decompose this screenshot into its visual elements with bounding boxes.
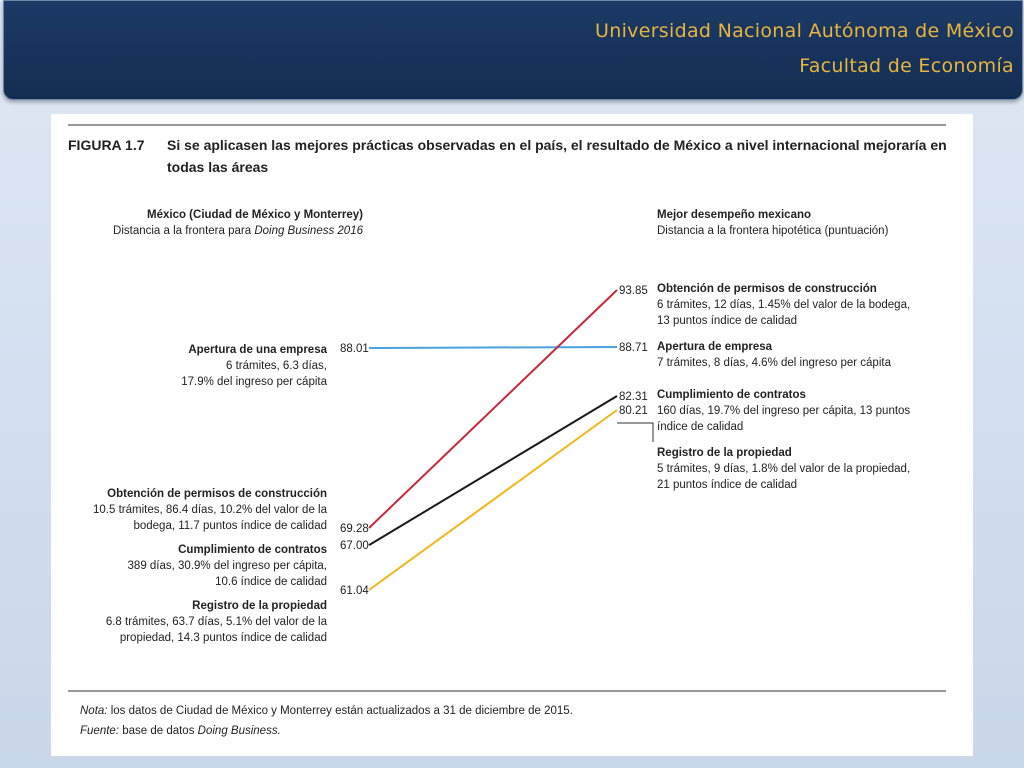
series-1-right-desc-1: 7 trámites, 8 días, 4.6% del ingreso per cápita <box>657 357 891 369</box>
series-4-line <box>369 410 617 590</box>
series-3-left-value: 67.00 <box>340 540 369 553</box>
figure-panel <box>51 114 973 756</box>
left-header-subtitle-italic: Doing Business 2016 <box>254 225 363 237</box>
series-4-right-desc-1: 5 trámites, 9 días, 1.8% del valor de la propiedad, <box>657 463 911 475</box>
source-text: base de datos <box>122 725 195 737</box>
series-2-right-desc-1: 6 trámites, 12 días, 1.45% del valor de la bodega, <box>657 299 911 311</box>
left-header-subtitle-text: Distancia a la frontera para <box>113 225 252 237</box>
series-4-right-value: 80.21 <box>619 405 648 417</box>
figure-svg <box>51 114 973 756</box>
header-banner <box>3 0 1023 100</box>
source-line <box>80 725 281 737</box>
series-1-left-desc-2: 17.9% del ingreso per cápita <box>181 376 327 388</box>
slope-chart <box>93 283 910 644</box>
source-text-italic: Doing Business. <box>197 725 281 737</box>
series-2-left-value: 69.28 <box>340 523 369 535</box>
note-line <box>80 705 573 717</box>
source-label: Fuente: <box>80 725 119 737</box>
series-4-right-desc-2: 21 puntos índice de calidad <box>657 479 798 491</box>
series-2-right-desc-2: 13 puntos índice de calidad <box>657 315 798 327</box>
series-1-right-title: Apertura de empresa <box>657 341 773 353</box>
series-2-left-desc-1: 10.5 trámites, 86.4 días, 10.2% del valor de la <box>93 504 327 516</box>
right-header-subtitle: Distancia a la frontera hipotética (puntuación) <box>657 225 889 237</box>
left-header-title: México (Ciudad de México y Monterrey) <box>147 209 363 221</box>
series-1-left-title: Apertura de una empresa <box>188 344 327 356</box>
series-4-left-title: Registro de la propiedad <box>192 600 327 612</box>
series-1-left-desc-1: 6 trámites, 6.3 días, <box>226 360 327 372</box>
university-name: Universidad Nacional Autónoma de México <box>595 20 1014 42</box>
figure-title-line1: Si se aplicasen las mejores prácticas observadas en el país, el resultado de México a nivel internacional mejoraría en <box>167 137 947 153</box>
figure-label: FIGURA 1.7 <box>68 137 145 153</box>
series-2-left-title: Obtención de permisos de construcción <box>107 488 327 500</box>
series-1-line <box>369 347 617 348</box>
series-3-right-value: 82.31 <box>619 391 648 403</box>
registro-leader-line <box>617 423 653 442</box>
series-3-right-desc-1: 160 días, 19.7% del ingreso per cápita, 13 puntos <box>657 405 911 417</box>
right-header-title: Mejor desempeño mexicano <box>657 209 812 221</box>
series-2-left-desc-2: bodega, 11.7 puntos índice de calidad <box>133 520 327 532</box>
series-2-right-title: Obtención de permisos de construcción <box>657 283 877 295</box>
series-4-left-desc-1: 6.8 trámites, 63.7 días, 5.1% del valor de la <box>105 616 327 628</box>
series-1-right-value: 88.71 <box>619 342 648 354</box>
series-1-left-value: 88.01 <box>340 343 369 355</box>
series-3-left-desc-1: 389 días, 30.9% del ingreso per cápita, <box>127 560 327 572</box>
series-2-right-value: 93.85 <box>619 285 648 297</box>
note-text: los datos de Ciudad de México y Monterrey están actualizados a 31 de diciembre de 2015. <box>110 705 573 717</box>
figure-title-line2: todas las áreas <box>167 159 269 175</box>
series-3-left-desc-2: 10.6 índice de calidad <box>215 576 327 588</box>
series-3-right-desc-2: índice de calidad <box>657 421 744 433</box>
note-label: Nota: <box>80 705 108 717</box>
series-3-right-title: Cumplimiento de contratos <box>657 389 806 401</box>
series-3-line <box>369 396 617 545</box>
series-2-line <box>369 290 617 528</box>
series-4-left-value: 61.04 <box>340 585 369 597</box>
left-header-subtitle <box>113 225 364 237</box>
series-4-right-title: Registro de la propiedad <box>657 447 792 459</box>
series-4-left-desc-2: propiedad, 14.3 puntos índice de calidad <box>119 632 327 644</box>
series-3-left-title: Cumplimiento de contratos <box>178 544 327 556</box>
faculty-name: Facultad de Economía <box>799 55 1014 77</box>
